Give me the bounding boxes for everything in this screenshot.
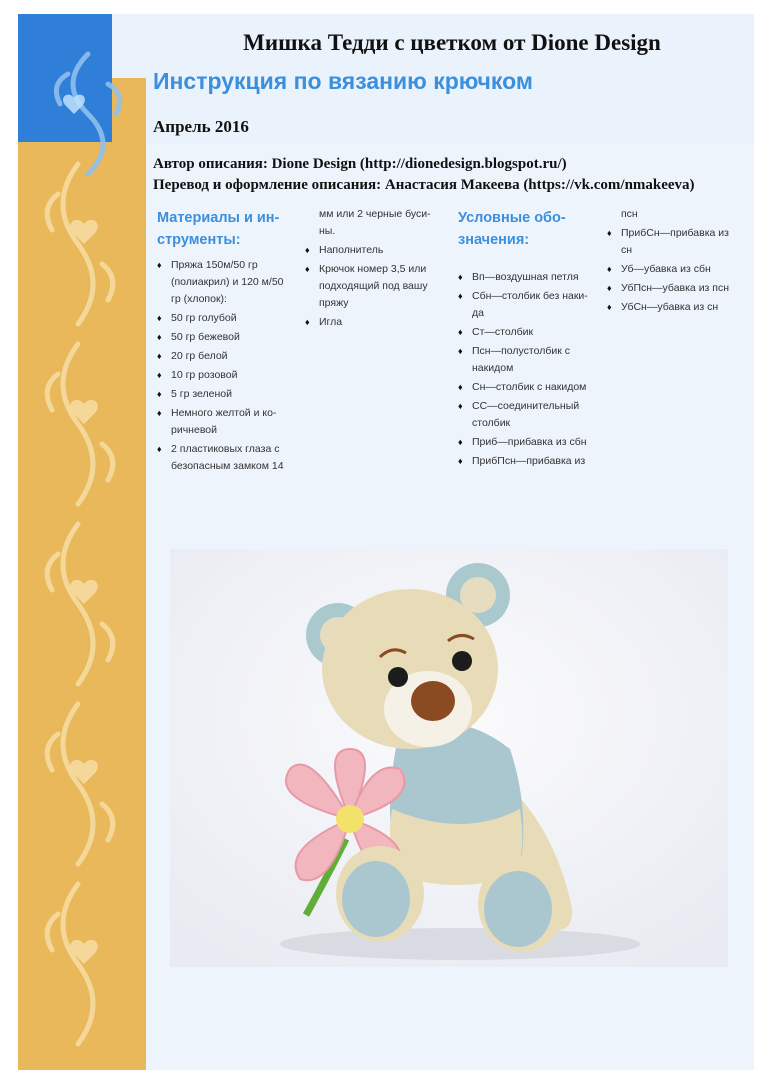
list-item: ♦ 5 гр зеленой bbox=[157, 388, 233, 400]
teddy-bear-illustration bbox=[170, 549, 728, 967]
list-item: ♦ Уб—убавка из сбн bbox=[607, 263, 711, 275]
translator-credit: Перевод и оформление описания: Анастасия Макеева (https://vk.com/nmakeeva) bbox=[153, 177, 695, 193]
list-item: ♦ УбСн—убавка из сн bbox=[607, 301, 719, 313]
list-item: ♦ ПрибПсн—прибавка из bbox=[458, 455, 586, 467]
legend-list bbox=[458, 269, 603, 470]
list-item: ♦ СС—соединительный столбик bbox=[458, 400, 580, 429]
list-item: ♦ Крючок номер 3,5 или подходящий под вашу пряжу bbox=[305, 263, 428, 309]
document-subtitle: Инструкция по вязанию крючком bbox=[153, 68, 533, 94]
list-item: ♦ 20 гр белой bbox=[157, 350, 228, 362]
list-item: ♦ Пряжа 150м/50 гр (полиакрил) и 120 м/50 гр (хлопок): bbox=[157, 259, 284, 305]
legend-continuation: псн bbox=[621, 208, 638, 220]
list-item: ♦ Вп—воздушная петля bbox=[458, 271, 579, 283]
materials-continuation: мм или 2 черные буси- ны. bbox=[319, 208, 431, 237]
list-item: ♦ Наполнитель bbox=[305, 244, 384, 256]
list-item: ♦ Сн—столбик с накидом bbox=[458, 381, 587, 393]
publication-date: Апрель 2016 bbox=[153, 117, 249, 136]
list-item: ♦ 10 гр розовой bbox=[157, 369, 238, 381]
teddy-bear-photo bbox=[170, 549, 728, 967]
legend-column bbox=[458, 207, 603, 472]
list-item: ♦ Псн—полустолбик с накидом bbox=[458, 345, 570, 374]
document-title: Мишка Тедди с цветком от Dione Design bbox=[243, 30, 661, 55]
materials-continued-column bbox=[305, 206, 445, 333]
list-item: ♦ Ст—столбик bbox=[458, 326, 534, 338]
list-item: ♦ Игла bbox=[305, 316, 343, 328]
list-item: ♦ 2 пластиковых глаза с безопасным замком 14 bbox=[157, 443, 284, 472]
list-item: ♦ Сбн—столбик без наки- да bbox=[458, 290, 588, 319]
author-credit: Автор описания: Dione Design (http://dionedesign.blogspot.ru/) bbox=[153, 156, 567, 172]
materials-heading: Материалы и ин- струменты: bbox=[157, 210, 280, 248]
list-item: ♦ ПрибСн—прибавка из сн bbox=[607, 227, 729, 256]
list-item: ♦ Приб—прибавка из сбн bbox=[458, 436, 587, 448]
legend-continued-column bbox=[607, 206, 747, 318]
list-item: ♦ 50 гр бежевой bbox=[157, 331, 240, 343]
materials-list bbox=[157, 257, 297, 475]
list-item: ♦ УбПсн—убавка из псн bbox=[607, 282, 730, 294]
materials-continued-list bbox=[305, 242, 445, 331]
list-item: ♦ Немного желтой и ко- ричневой bbox=[157, 407, 277, 436]
legend-heading: Условные обо- значения: bbox=[458, 210, 566, 248]
legend-continued-list bbox=[607, 225, 747, 316]
floral-ornament-icon bbox=[18, 14, 146, 1070]
materials-column bbox=[157, 207, 297, 477]
list-item: ♦ 50 гр голубой bbox=[157, 312, 237, 324]
